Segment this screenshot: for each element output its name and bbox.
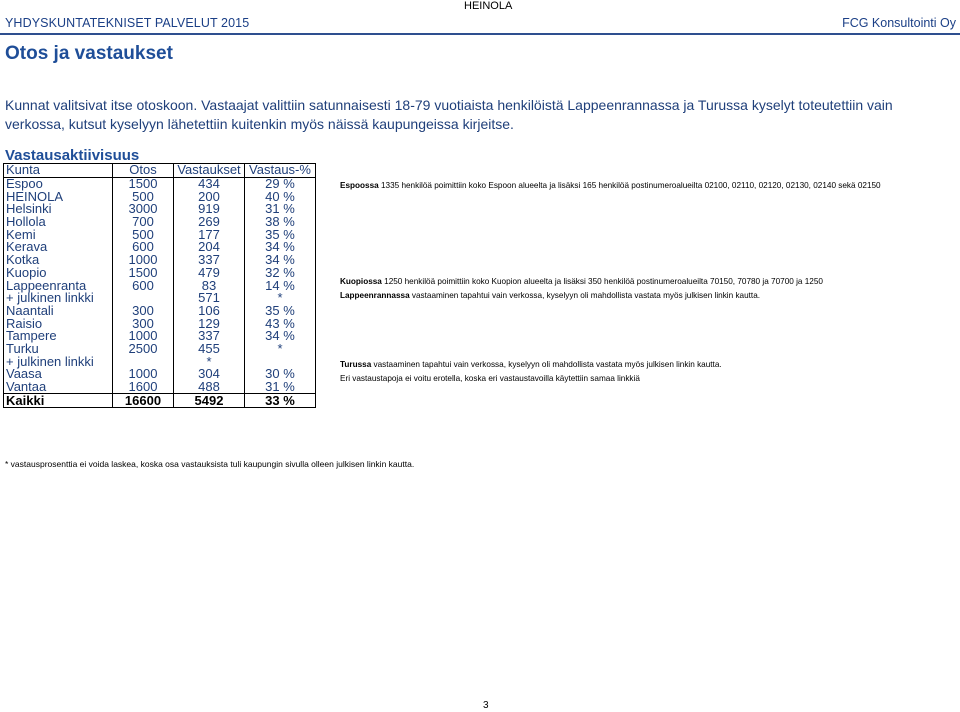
cell-vastaukset: 129 <box>174 317 245 330</box>
note-lappeenranta <box>340 291 760 300</box>
page-title: Otos ja vastaukset <box>5 43 173 64</box>
page-number: 3 <box>483 700 489 711</box>
intro-paragraph: Kunnat valitsivat itse otoskoon. Vastaajat valittiin satunnaisesti 18-79 vuotiaista henkilöistä Lappeenrannassa ja Turussa kyselyt toteutettiin vain verkossa, kutsut kyselyyn lähetettiin kuitenkin myös näissä kaupungeissa kirjeitse. <box>5 97 893 132</box>
note-turku <box>340 360 722 369</box>
cell-vastaukset: 488 <box>174 381 245 394</box>
cell-kunta: + julkinen linkki <box>4 355 113 368</box>
cell-otos: 700 <box>113 216 174 229</box>
cell-otos: 300 <box>113 317 174 330</box>
cell-vastausprosentti: 34 % <box>245 330 316 343</box>
cell-otos: 500 <box>113 190 174 203</box>
table-body <box>4 177 316 407</box>
cell-vastausprosentti: 34 % <box>245 241 316 254</box>
cell-vastausprosentti: 35 % <box>245 228 316 241</box>
column-header-otos: Otos <box>113 164 174 178</box>
cell-otos: 1600 <box>113 381 174 394</box>
cell-vastaukset: 434 <box>174 177 245 190</box>
cell-otos: 1500 <box>113 267 174 280</box>
cell-otos: 500 <box>113 228 174 241</box>
cell-vastaukset: 83 <box>174 279 245 292</box>
note-kuopio <box>340 277 823 286</box>
cell-otos: 1000 <box>113 330 174 343</box>
column-header-kunta: Kunta <box>4 164 113 178</box>
table-row <box>4 381 316 394</box>
cell-vastausprosentti: 38 % <box>245 216 316 229</box>
cell-vastausprosentti: 33 % <box>245 394 316 408</box>
cell-vastaukset: * <box>174 355 245 368</box>
note-espoo-lead: Espoossa <box>340 181 379 190</box>
cell-otos: 3000 <box>113 203 174 216</box>
cell-kunta: HEINOLA <box>4 190 113 203</box>
column-header-vastaukset: Vastaukset <box>174 164 245 178</box>
note-espoo <box>340 181 881 190</box>
cell-vastausprosentti: 31 % <box>245 203 316 216</box>
cell-otos: 1000 <box>113 254 174 267</box>
cell-vastausprosentti: 34 % <box>245 254 316 267</box>
cell-vastausprosentti: 29 % <box>245 177 316 190</box>
cell-otos: 600 <box>113 241 174 254</box>
cell-vastausprosentti: 14 % <box>245 279 316 292</box>
cell-vastaukset: 5492 <box>174 394 245 408</box>
note-kuopio-lead: Kuopiossa <box>340 277 382 286</box>
cell-otos: 1500 <box>113 177 174 190</box>
cell-kunta: Raisio <box>4 317 113 330</box>
note-lappeenranta-lead: Lappeenrannassa <box>340 291 410 300</box>
cell-otos: 300 <box>113 305 174 318</box>
cell-vastausprosentti: 31 % <box>245 381 316 394</box>
cell-kunta: Kemi <box>4 228 113 241</box>
column-header-vastausprosentti: Vastaus-% <box>245 164 316 178</box>
cell-vastaukset: 571 <box>174 292 245 305</box>
cell-vastaukset: 106 <box>174 305 245 318</box>
header-right-title: FCG Konsultointi Oy <box>842 16 956 30</box>
table-total-row <box>4 394 316 408</box>
cell-kunta: Hollola <box>4 216 113 229</box>
cell-vastaukset: 304 <box>174 368 245 381</box>
header-left-title: YHDYSKUNTATEKNISET PALVELUT 2015 <box>5 16 250 30</box>
cell-vastaukset: 269 <box>174 216 245 229</box>
cell-kunta: Kaikki <box>4 394 113 408</box>
cell-vastausprosentti: * <box>245 343 316 356</box>
cell-vastausprosentti: 35 % <box>245 305 316 318</box>
cell-vastausprosentti: 43 % <box>245 317 316 330</box>
cell-kunta: Tampere <box>4 330 113 343</box>
cell-kunta: Espoo <box>4 177 113 190</box>
note-turku-lead: Turussa <box>340 360 372 369</box>
cell-kunta: Vaasa <box>4 368 113 381</box>
response-table <box>3 163 316 408</box>
cell-otos: 1000 <box>113 368 174 381</box>
footnote: * vastausprosenttia ei voida laskea, koska osa vastauksista tuli kaupungin sivulla olleen julkisen linkin kautta. <box>5 459 415 469</box>
cell-kunta: Kotka <box>4 254 113 267</box>
cell-vastausprosentti: 32 % <box>245 267 316 280</box>
cell-kunta: Naantali <box>4 305 113 318</box>
header-divider <box>0 33 960 35</box>
cell-kunta: Kerava <box>4 241 113 254</box>
cell-vastaukset: 177 <box>174 228 245 241</box>
note-espoo-text: 1335 henkilöä poimittiin koko Espoon alueelta ja lisäksi 165 henkilöä postinumeroalueilta 02100, 02110, 02120, 02130, 02140 sekä 02150 <box>378 181 881 190</box>
cell-vastaukset: 204 <box>174 241 245 254</box>
cell-kunta: Helsinki <box>4 203 113 216</box>
note-lappeenranta-text: vastaaminen tapahtui vain verkossa, kyselyyn oli mahdollista vastata myös julkisen linkin kautta. <box>409 291 761 300</box>
cell-kunta: + julkinen linkki <box>4 292 113 305</box>
note-kuopio-text: 1250 henkilöä poimittiin koko Kuopion alueelta ja lisäksi 350 henkilöä postinumeroalueilta 70150, 70780 ja 70700 ja 1250 <box>381 277 823 286</box>
cell-otos: 600 <box>113 279 174 292</box>
cell-vastaukset: 337 <box>174 254 245 267</box>
note-turku-text: vastaaminen tapahtui vain verkossa, kyselyyn oli mahdollista vastata myös julkisen linkin kautta. <box>371 360 722 369</box>
cell-kunta: Lappeenranta <box>4 279 113 292</box>
cell-otos: 16600 <box>113 394 174 408</box>
cell-vastausprosentti: 30 % <box>245 368 316 381</box>
cell-vastaukset: 337 <box>174 330 245 343</box>
cell-vastaukset: 479 <box>174 267 245 280</box>
cell-vastausprosentti: 40 % <box>245 190 316 203</box>
note-turku-extra: Eri vastaustapoja ei voitu erotella, koska eri vastaustavoilla käytettiin samaa linkkiä <box>340 374 640 383</box>
cell-otos: 2500 <box>113 343 174 356</box>
cell-vastausprosentti: * <box>245 292 316 305</box>
cell-kunta: Kuopio <box>4 267 113 280</box>
header-center-title: HEINOLA <box>464 0 513 12</box>
table-row <box>4 330 316 343</box>
cell-vastaukset: 200 <box>174 190 245 203</box>
cell-kunta: Turku <box>4 343 113 356</box>
cell-kunta: Vantaa <box>4 381 113 394</box>
section-heading: Vastausaktiivisuus <box>5 147 140 164</box>
cell-vastaukset: 919 <box>174 203 245 216</box>
cell-vastaukset: 455 <box>174 343 245 356</box>
